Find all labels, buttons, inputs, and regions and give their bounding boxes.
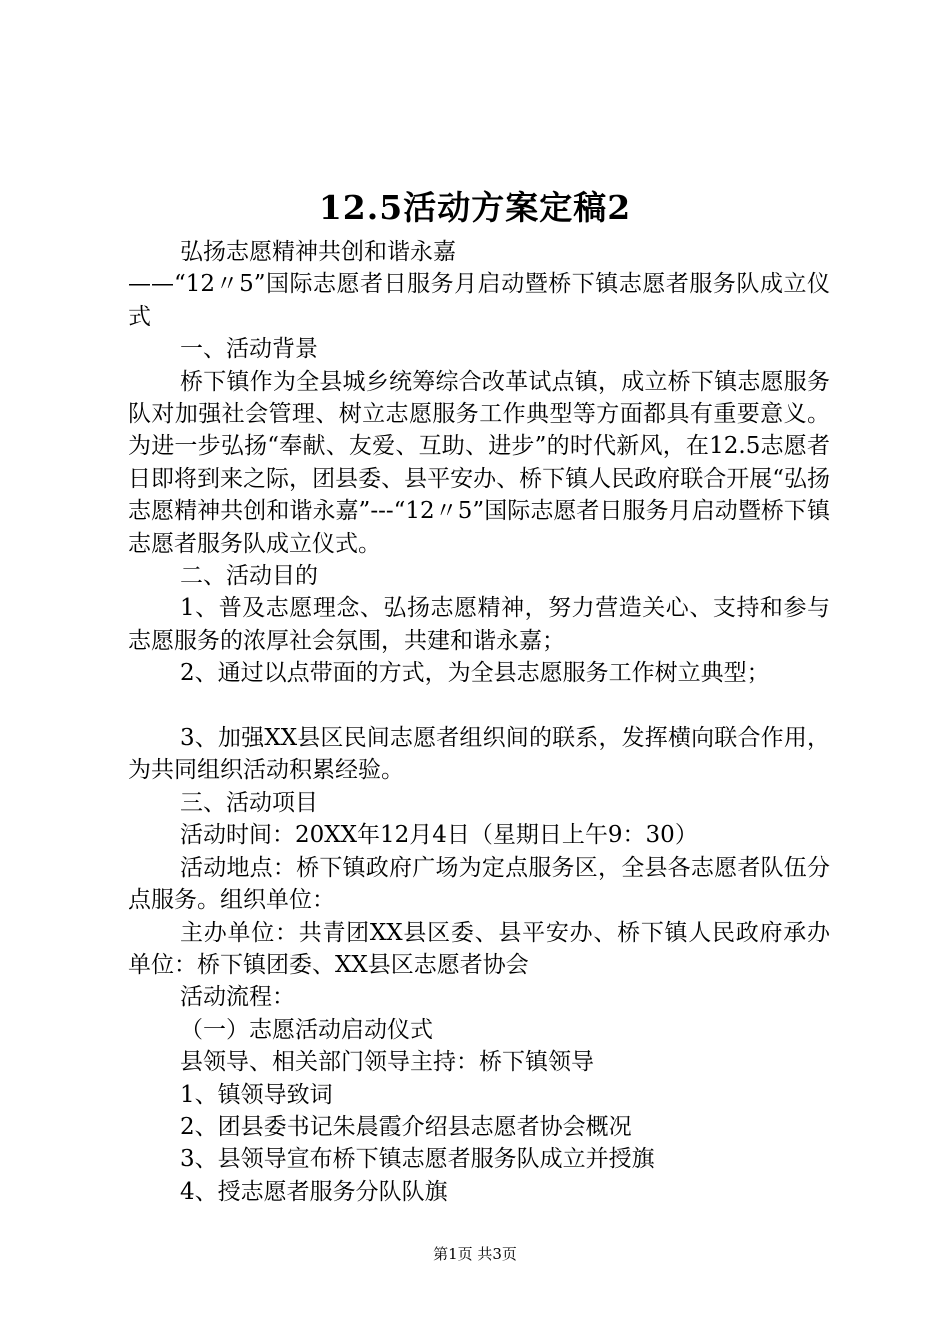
page-footer: 第1页 共3页 xyxy=(433,1245,517,1263)
paragraph: 主办单位：共青团XX县区委、县平安办、桥下镇人民政府承办单位：桥下镇团委、XX县区志愿者协会 xyxy=(128,919,830,978)
paragraph: 县领导、相关部门领导主持：桥下镇领导 xyxy=(180,1049,594,1076)
list-item: 1、普及志愿理念、弘扬志愿精神，努力营造关心、支持和参与志愿服务的浓厚社会氛围，共建和谐永嘉； xyxy=(128,595,830,654)
subtitle-line: ——“12〃5”国际志愿者日服务月启动暨桥下镇志愿者服务队成立仪式 xyxy=(128,271,830,330)
paragraph: 桥下镇作为全县城乡统筹综合改革试点镇，成立桥下镇志愿服务队对加强社会管理、树立志愿服务工作典型等方面都具有重要意义。为进一步弘扬“奉献、友爱、互助、进步”的时代新风，在12.5志愿者日即将到来之际，团县委、县平安办、桥下镇人民政府联合开展“弘扬志愿精神共创和谐永嘉”---“12〃5”国际志愿者日服务月启动暨桥下镇志愿者服务队成立仪式。 xyxy=(128,368,830,557)
section-heading: 三、活动项目 xyxy=(180,789,318,816)
list-item: 3、加强XX县区民间志愿者组织间的联系，发挥横向联合作用，为共同组织活动积累经验。 xyxy=(128,725,830,784)
list-item: 2、团县委书记朱晨霞介绍县志愿者协会概况 xyxy=(180,1113,632,1140)
paragraph: 活动地点：桥下镇政府广场为定点服务区，全县各志愿者队伍分点服务。组织单位： xyxy=(128,854,830,914)
section-heading: 一、活动背景 xyxy=(180,336,318,363)
list-item: 1、镇领导致词 xyxy=(180,1081,333,1108)
section-heading: 二、活动目的 xyxy=(180,563,318,590)
list-item: 4、授志愿者服务分队队旗 xyxy=(180,1178,448,1205)
blank-line xyxy=(128,690,830,722)
subsection-heading: （一）志愿活动启动仪式 xyxy=(180,1016,433,1043)
paragraph: 活动流程： xyxy=(180,984,295,1011)
paragraph: 活动时间：20XX年12月4日（星期日上午9：30） xyxy=(180,822,698,849)
subtitle-line: 弘扬志愿精神共创和谐永嘉 xyxy=(180,239,456,265)
list-item: 2、通过以点带面的方式，为全县志愿服务工作树立典型； xyxy=(180,660,770,687)
document-title: 12.5活动方案定稿2 xyxy=(318,188,632,227)
document-body xyxy=(128,236,830,1208)
list-item: 3、县领导宣布桥下镇志愿者服务队成立并授旗 xyxy=(180,1146,655,1173)
